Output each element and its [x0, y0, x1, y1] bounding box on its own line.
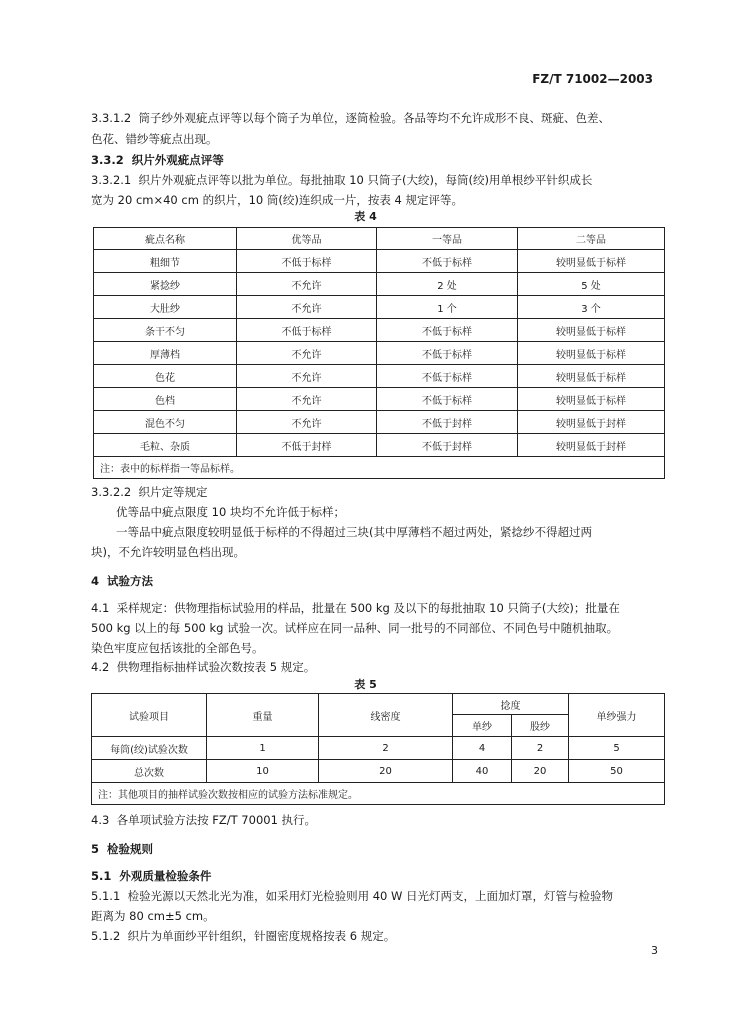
clause-text: 织片为单面纱平针组织，针圈密度规格按表 6 规定。 [127, 929, 396, 943]
table-cell: 4 [453, 737, 512, 760]
header-cell: 重量 [207, 694, 319, 737]
table-cell: 不低于标样 [237, 250, 377, 273]
clause-text: 各单项试验方法按 FZ/T 70001 执行。 [116, 813, 317, 827]
table-cell: 不低于封样 [237, 434, 377, 457]
table-cell: 不低于标样 [237, 319, 377, 342]
table-cell: 紧捻纱 [94, 273, 237, 296]
table-cell: 总次数 [92, 760, 207, 783]
table-row [94, 365, 665, 388]
table-row [94, 434, 665, 457]
header-cell: 一等品 [377, 228, 518, 250]
clause-number: 5.1 [91, 869, 112, 883]
header-cell: 试验项目 [92, 694, 207, 737]
header-cell: 疵点名称 [94, 228, 237, 250]
table-note: 注：表中的标样指一等品标样。 [94, 457, 665, 479]
table-cell: 较明显低于封样 [518, 411, 665, 434]
clause-text-cont: 宽为 20 cm×40 cm 的织片，10 筒(绞)连织成一片，按表 4 规定评等。 [91, 193, 463, 207]
page-number: 3 [651, 944, 658, 957]
header-cell: 二等品 [518, 228, 665, 250]
table-cell: 2 [512, 737, 569, 760]
table-cell: 不允许 [237, 411, 377, 434]
table-cell: 不低于标样 [377, 388, 518, 411]
heading-title: 外观质量检验条件 [119, 869, 212, 883]
clause-title: 织片定等规定 [138, 485, 208, 499]
clause-text-cont: 色花、错纱等疵点出现。 [91, 132, 218, 146]
clause-3-3-2-1 [91, 172, 592, 188]
table-cell: 3 个 [518, 296, 665, 319]
clause-number: 3.3.1.2 [91, 111, 132, 125]
heading-5 [91, 841, 153, 857]
table-header-row [94, 228, 665, 250]
clause-3-3-1-2 [91, 110, 610, 126]
clause-number: 5.1.1 [91, 889, 121, 903]
table-row [92, 760, 665, 783]
table-5-caption: 表 5 [354, 678, 377, 691]
clause-text-cont: 染色牢度应包括该批的全部色号。 [91, 641, 264, 655]
clause-number: 3.3.2.2 [91, 485, 132, 499]
table-cell: 不允许 [237, 342, 377, 365]
clause-4-1 [91, 600, 620, 616]
heading-title: 织片外观疵点评等 [131, 153, 224, 167]
table-cell: 50 [569, 760, 665, 783]
clause-text-cont: 块)，不允许较明显色档出现。 [91, 545, 245, 559]
clause-text: 采样规定：供物理指标试验用的样品，批量在 500 kg 及以下的每批抽取 10 只筒子(大绞)；批量在 [116, 601, 620, 615]
table-cell: 不低于标样 [377, 319, 518, 342]
table-row [94, 342, 665, 365]
standard-number: FZ/T 71002—2003 [532, 72, 653, 86]
section-title: 试验方法 [107, 574, 154, 588]
clause-number: 4.1 [91, 601, 110, 615]
table-cell: 5 处 [518, 273, 665, 296]
table-cell: 不低于标样 [377, 250, 518, 273]
table-cell: 较明显低于标样 [518, 319, 665, 342]
clause-number: 5.1.2 [91, 929, 121, 943]
table-4-caption: 表 4 [354, 210, 377, 223]
table-row [92, 737, 665, 760]
section-number: 5 [91, 842, 100, 856]
table-cell: 粗细节 [94, 250, 237, 273]
clause-text: 优等品中疵点限度 10 块均不允许低于标样； [116, 505, 345, 519]
table-cell: 条干不匀 [94, 319, 237, 342]
table-cell: 20 [319, 760, 453, 783]
header-cell: 股纱 [512, 715, 569, 737]
table-cell: 色花 [94, 365, 237, 388]
clause-3-3-2-2 [91, 484, 208, 500]
table-row [94, 296, 665, 319]
table-cell: 20 [512, 760, 569, 783]
table-header-row [92, 694, 665, 715]
table-cell: 较明显低于封样 [518, 434, 665, 457]
heading-3-3-2 [91, 152, 224, 168]
table-cell: 1 [207, 737, 319, 760]
table-cell: 10 [207, 760, 319, 783]
table-row [94, 319, 665, 342]
table-cell: 2 处 [377, 273, 518, 296]
clause-text: 检验光源以天然北光为准，如采用灯光检验则用 40 W 日光灯两支，上面加灯罩，灯管与检验物 [127, 889, 614, 903]
clause-4-2 [91, 659, 315, 675]
clause-4-3 [91, 812, 316, 828]
table-note-row [94, 457, 665, 479]
table-cell: 色档 [94, 388, 237, 411]
heading-4 [91, 573, 153, 589]
clause-5-1-2 [91, 928, 395, 944]
table-cell: 毛粒、杂质 [94, 434, 237, 457]
clause-text: 织片外观疵点评等以批为单位。每批抽取 10 只筒子(大绞)，每筒(绞)用单根纱平针织成长 [138, 173, 593, 187]
table-cell: 不低于标样 [377, 365, 518, 388]
table-cell: 大肚纱 [94, 296, 237, 319]
table-row [94, 250, 665, 273]
table-cell: 较明显低于标样 [518, 388, 665, 411]
table-5 [91, 693, 665, 805]
table-cell: 不低于封样 [377, 411, 518, 434]
table-cell: 不允许 [237, 388, 377, 411]
table-cell: 较明显低于标样 [518, 250, 665, 273]
header-cell: 单纱强力 [569, 694, 665, 737]
clause-text-cont: 500 kg 以上的每 500 kg 试验一次。试样应在同一品种、同一批号的不同部位、不同色号中随机抽取。 [91, 621, 619, 635]
table-note: 注：其他项目的抽样试验次数按相应的试验方法标准规定。 [92, 783, 665, 805]
table-row [94, 273, 665, 296]
table-cell: 40 [453, 760, 512, 783]
table-cell: 不允许 [237, 296, 377, 319]
table-cell: 2 [319, 737, 453, 760]
table-cell: 较明显低于标样 [518, 342, 665, 365]
clause-text: 供物理指标抽样试验次数按表 5 规定。 [116, 660, 316, 674]
table-cell: 不低于标样 [377, 342, 518, 365]
clause-number: 3.3.2 [91, 153, 124, 167]
table-cell: 厚薄档 [94, 342, 237, 365]
clause-5-1-1 [91, 888, 613, 904]
table-cell: 不允许 [237, 273, 377, 296]
table-row [94, 411, 665, 434]
table-cell: 不允许 [237, 365, 377, 388]
clause-number: 4.3 [91, 813, 110, 827]
clause-number: 4.2 [91, 660, 110, 674]
clause-text: 筒子纱外观疵点评等以每个筒子为单位，逐筒检验。各品等均不允许成形不良、斑疵、色差、 [138, 111, 611, 125]
table-cell: 混色不匀 [94, 411, 237, 434]
header-cell: 优等品 [237, 228, 377, 250]
table-row [94, 388, 665, 411]
section-title: 检验规则 [107, 842, 154, 856]
heading-5-1 [91, 868, 211, 884]
table-cell: 1 个 [377, 296, 518, 319]
clause-text: 一等品中疵点限度较明显低于标样的不得超过三块(其中厚薄档不超过两处，紧捻纱不得超过两 [116, 525, 592, 539]
table-cell: 较明显低于标样 [518, 365, 665, 388]
header-cell: 线密度 [319, 694, 453, 737]
clause-text-cont: 距离为 80 cm±5 cm。 [91, 909, 215, 923]
header-cell: 单纱 [453, 715, 512, 737]
clause-number: 3.3.2.1 [91, 173, 132, 187]
section-number: 4 [91, 574, 100, 588]
table-cell: 不低于封样 [377, 434, 518, 457]
table-cell: 每筒(绞)试验次数 [92, 737, 207, 760]
table-cell: 5 [569, 737, 665, 760]
table-4 [93, 227, 665, 479]
table-note-row [92, 783, 665, 805]
header-cell: 捻度 [453, 694, 569, 715]
